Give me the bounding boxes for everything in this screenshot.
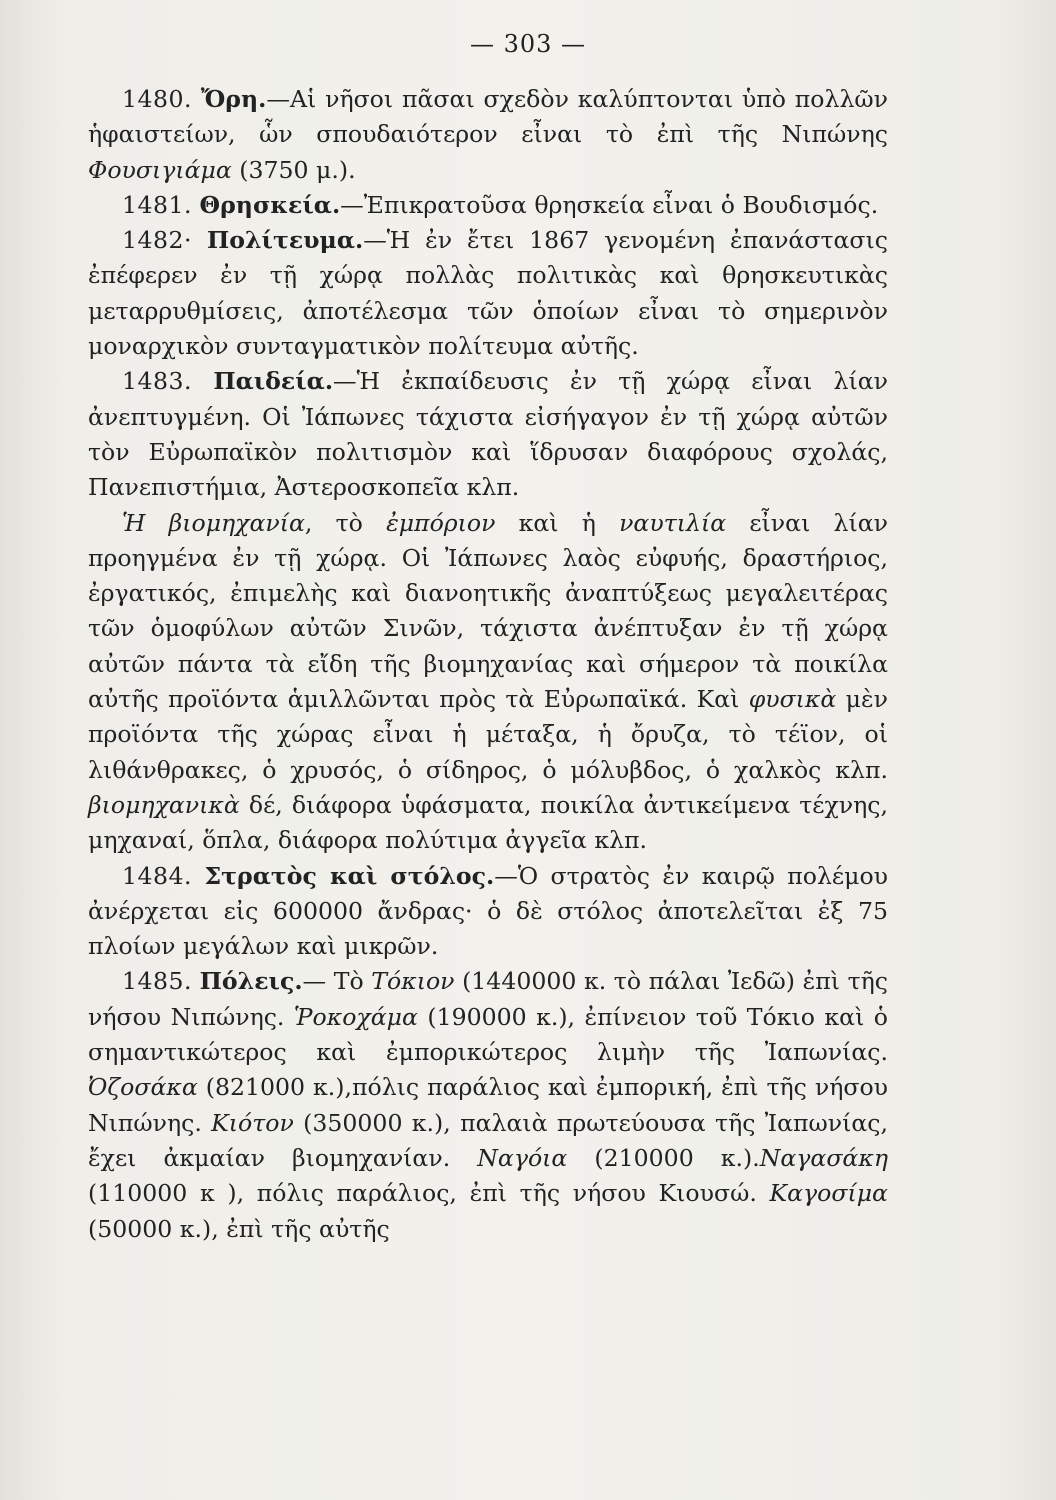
paragraph-heading: Πόλεις. <box>199 967 303 996</box>
paragraph-text: (190000 κ.), ἐπίνειον τοῦ Τόκιο καὶ ὁ σημαντικώτερος καὶ ἐμπορικώτερος λιμὴν τῆς Ἰαπωνίας. <box>88 1002 888 1067</box>
paragraph-text: (110000 κ ), πόλις παράλιος, ἐπὶ τῆς νήσου Κιουσώ. <box>88 1179 770 1208</box>
page-number: — 303 — <box>469 30 587 58</box>
paragraph-text: —Ἡ ἐκπαίδευσις ἐν τῇ χώρᾳ εἶναι λίαν ἀνεπτυγμένη. Οἱ Ἰάπωνες τάχιστα εἰσήγαγον ἐν τῇ χώρᾳ αὐτῶν τὸν Εὐρωπαϊκὸν πολιτισμὸν καὶ ἵδρυσαν διαφόρους σχολάς, Πανεπιστήμια, Ἀστεροσκοπεῖα κλπ. <box>88 367 889 502</box>
paragraph <box>88 964 888 1246</box>
italic-term: ναυτιλία <box>619 508 727 537</box>
paragraph-number: 1483. <box>122 367 193 396</box>
paragraph-heading: Ὄρη. <box>200 85 267 113</box>
paragraph-number: 1480. <box>122 85 193 113</box>
paragraph-text: (821000 κ.),πόλις παράλιος καὶ ἐμπορική, ἐπὶ τῆς νήσου Νιπώνης. <box>88 1073 888 1137</box>
paragraph <box>88 364 888 505</box>
paragraph-number: 1485. <box>122 967 193 996</box>
paragraph-text: , τὸ <box>304 508 387 537</box>
paragraph-text: καὶ ἡ <box>495 508 620 537</box>
paragraph-number: 1481. <box>122 190 193 219</box>
paragraph <box>88 188 888 223</box>
italic-term: ἐμπόριον <box>386 508 496 537</box>
paragraph-text: εἶναι λίαν προηγμένα ἐν τῇ χώρᾳ. Οἱ Ἰάπωνες λαὸς εὐφυής, δραστήριος, ἐργατικός, ἐπιμελὴς καὶ διανοητικῆς ἀναπτύξεως μεγαλειτέρας τῶν ὁμοφύλων αὐτῶν Σινῶν, τάχιστα ἀνέπτυξαν ἐν τῇ χώρᾳ αὐτῶν πάντα τὰ εἴδη τῆς βιομηχανίας καὶ σήμερον τὰ ποικίλα αὐτῆς προϊόντα ἁμιλλῶνται πρὸς τὰ Εὐρωπαϊκά. Καὶ <box>88 508 888 714</box>
paragraph <box>88 859 888 965</box>
italic-term: Ὀζοσάκα <box>88 1073 198 1102</box>
italic-term: Καγοσίμα <box>769 1179 888 1208</box>
italic-term: βιομηχανικὰ <box>88 790 240 819</box>
paragraph-text: (1440000 κ. τὸ πάλαι Ἰεδῶ) ἐπὶ τῆς νήσου Νιπώνης. <box>88 967 888 1031</box>
italic-term: Φουσιγιάμα <box>88 155 232 184</box>
paragraph-heading: Στρατὸς καὶ στόλος. <box>204 861 495 890</box>
paragraph-text: —Ἐπικρατοῦσα θρησκεία εἶναι ὁ Βουδισμός. <box>340 190 879 219</box>
paragraph-number: 1482· <box>122 226 193 255</box>
paragraph-text: δέ, διάφορα ὑφάσματα, ποικίλα ἀντικείμενα τέχνης, μηχαναί, ὅπλα, διάφορα πολύτιμα ἀγγεῖα κλπ. <box>88 790 888 855</box>
paragraph-heading: Πολίτευμα. <box>206 226 364 255</box>
italic-term: Τόκιον <box>371 967 455 996</box>
paragraph-number: 1484. <box>122 861 193 890</box>
italic-term: Κιότον <box>211 1108 294 1137</box>
paragraph-text: —Αἱ νῆσοι πᾶσαι σχεδὸν καλύπτονται ὑπὸ πολλῶν ἡφαιστείων, ὧν σπουδαιότερον εἶναι τὸ ἐπὶ τῆς Νιπώνης <box>88 85 888 149</box>
italic-term: Ῥοκοχάμα <box>293 1002 418 1031</box>
paragraph-text: — Τὸ <box>302 967 372 996</box>
paragraph-heading: Θρησκεία. <box>199 190 341 219</box>
italic-term: Ναγόια <box>477 1143 568 1172</box>
paragraph-text: (3750 μ.). <box>231 155 356 184</box>
italic-term: Ἡ βιομηχανία <box>122 508 305 537</box>
paragraph-text: —Ὁ στρατὸς ἐν καιρῷ πολέμου ἀνέρχεται εἰς 600000 ἄνδρας· ὁ δὲ στόλος ἀποτελεῖται ἐξ 75 πλοίων μεγάλων καὶ μικρῶν. <box>88 861 888 961</box>
page-body <box>88 82 888 1247</box>
paragraph-text: (210000 κ.). <box>567 1143 760 1172</box>
paragraph <box>88 82 888 188</box>
italic-term: Ναγασάκη <box>759 1143 888 1172</box>
paragraph-heading: Παιδεία. <box>213 367 334 396</box>
paragraph-text: (50000 κ.), ἐπὶ τῆς αὐτῆς <box>88 1214 390 1243</box>
paragraph-text: (350000 κ.), παλαιὰ πρωτεύουσα τῆς Ἰαπωνίας, ἔχει ἀκμαίαν βιομηχανίαν. <box>88 1108 888 1172</box>
paragraph <box>88 223 888 364</box>
paragraph-text: —Ἡ ἐν ἔτει 1867 γενομένη ἐπανάστασις ἐπέφερεν ἐν τῇ χώρᾳ πολλὰς πολιτικὰς καὶ θρησκευτικὰς μεταρρυθμίσεις, ἀποτέλεσμα τῶν ὁποίων εἶναι τὸ σημερινὸν μοναρχικὸν συνταγματικὸν πολίτευμα αὐτῆς. <box>88 226 889 361</box>
italic-term: φυσικὰ <box>748 685 837 714</box>
paragraph-text: μὲν προϊόντα τῆς χώρας εἶναι ἡ μέταξα, ἡ ὄρυζα, τὸ τέϊον, οἱ λιθάνθρακες, ὁ χρυσός, ὁ σίδηρος, ὁ μόλυβδος, ὁ χαλκὸς κλπ. <box>88 685 888 784</box>
paragraph <box>88 506 888 859</box>
